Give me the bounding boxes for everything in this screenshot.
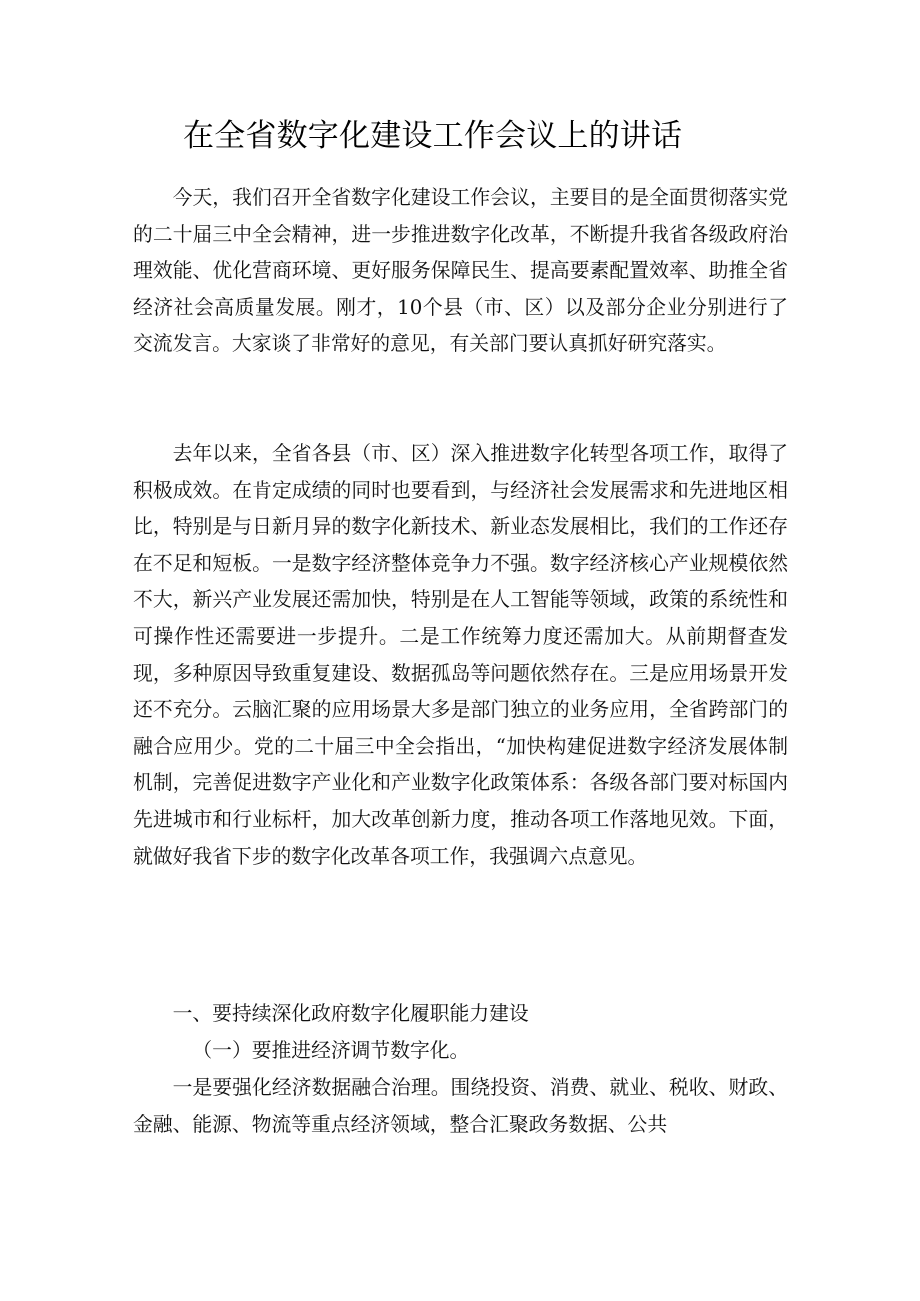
section-heading: 一、要持续深化政府数字化履职能力建设 [172,1002,529,1025]
document-title: 在全省数字化建设工作会议上的讲话 [183,118,683,154]
paragraph-progress-and-issues: 去年以来，全省各县（市、区）深入推进数字化转型各项工作，取得了积极成效。在肯定成绩的同时也要看到，与经济社会发展需求和先进地区相比，特别是与日新月异的数字化新技术、新业态发展相比，我们的工作还存在不足和短板。一是数字经济整体竞争力不强。数字经济核心产业规模依然不大，新兴产业发展还需加快，特别是在人工智能等领域，政策的系统性和可操作性还需要进一步提升。二是工作统筹力度还需加大。从前期督查发现，多种原因导致重复建设、数据孤岛等问题依然存在。三是应用场景开发还不充分。云脑汇聚的应用场景大多是部门独立的业务应用，全省跨部门的融合应用少。党的二十届三中全会指出，“加快构建促进数字经济发展体制机制，完善促进数字产业化和产业数字化政策体系：各级各部门要对标国内先进城市和行业标杆，加大改革创新力度，推动各项工作落地见效。下面，就做好我省下步的数字化改革各项工作，我强调六点意见。 [133,442,788,868]
paragraph-opening: 今天，我们召开全省数字化建设工作会议，主要目的是全面贯彻落实党的二十届三中全会精神，进一步推进数字化改革，不断提升我省各级政府治理效能、优化营商环境、更好服务保障民生、提高要素配置效率、助推全省经济社会高质量发展。刚才，10个县（市、区）以及部分企业分别进行了交流发言。大家谈了非常好的意见，有关部门要认真抓好研究落实。 [133,186,788,356]
subsection-heading: （一）要推进经济调节数字化。 [192,1039,470,1062]
paragraph-economic-data: 一是要强化经济数据融合治理。围绕投资、消费、就业、税收、财政、金融、能源、物流等重点经济领域，整合汇聚政务数据、公共 [133,1076,788,1136]
